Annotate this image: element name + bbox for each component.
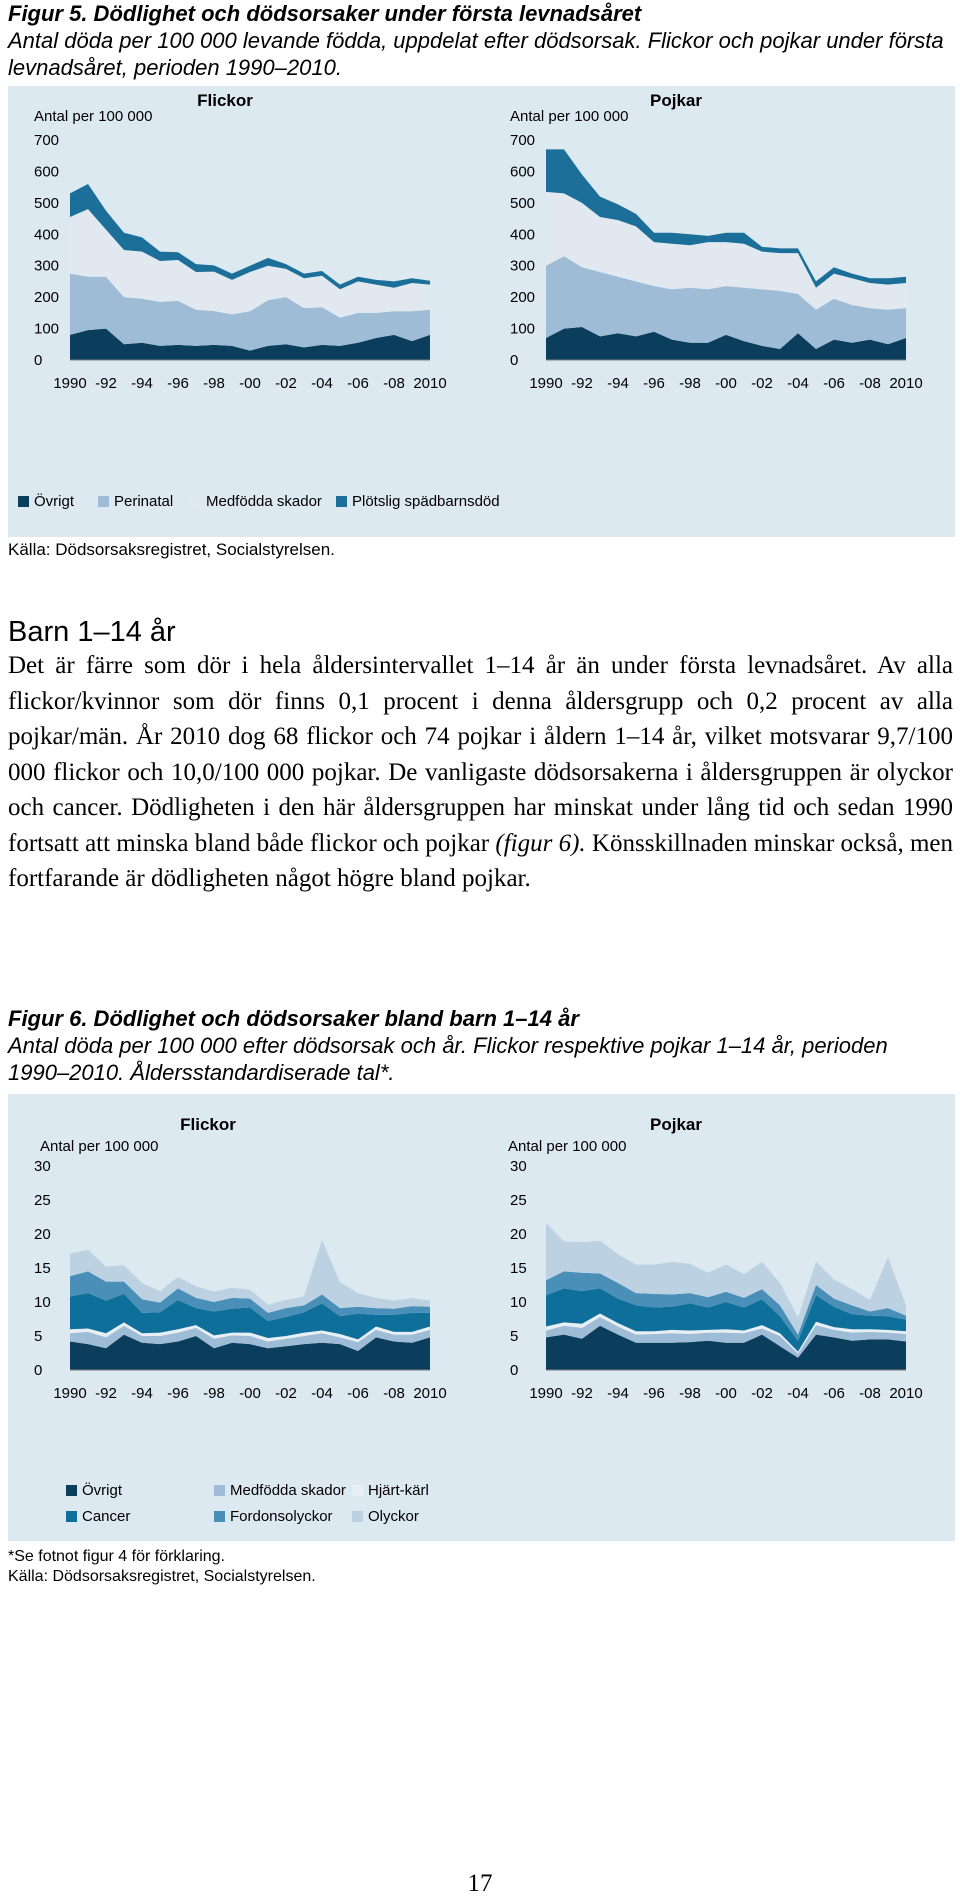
x-tick-label: 2010 xyxy=(413,375,447,392)
x-tick-label: -04 xyxy=(787,1385,809,1402)
legend-item-medfodda-skador: Medfödda skador xyxy=(214,1482,346,1499)
legend-swatch xyxy=(214,1485,225,1496)
legend-swatch xyxy=(66,1511,77,1522)
chart-flickor-children xyxy=(20,1098,480,1478)
y-tick-label: 10 xyxy=(510,1294,527,1311)
x-tick-label: -06 xyxy=(823,375,845,392)
chart-pojkar-children xyxy=(496,1098,956,1478)
x-tick-label: 1990 xyxy=(529,375,563,392)
x-tick-label: -02 xyxy=(751,1385,773,1402)
legend-item-fordonsolyckor: Fordonsolyckor xyxy=(214,1508,333,1525)
x-tick-label: -04 xyxy=(311,1385,333,1402)
y-tick-label: 200 xyxy=(510,289,536,307)
legend-item-perinatal: Perinatal xyxy=(98,493,173,510)
x-tick-label: -00 xyxy=(715,1385,737,1402)
legend-swatch xyxy=(18,496,29,507)
y-tick-label: 400 xyxy=(510,226,536,244)
figure-6-footnote: *Se fotnot figur 4 för förklaring. xyxy=(8,1548,225,1565)
x-tick-label: -92 xyxy=(95,1385,117,1402)
x-tick-label: -00 xyxy=(239,375,261,392)
legend-item-plotslig-spadbarnsdod: Plötslig spädbarnsdöd xyxy=(336,493,500,510)
y-tick-label: 5 xyxy=(510,1328,519,1345)
chart-title: Pojkar xyxy=(650,1115,702,1134)
legend-swatch xyxy=(98,496,109,507)
x-tick-label: -02 xyxy=(751,375,773,392)
x-tick-label: -98 xyxy=(679,1385,701,1402)
figure-6-subtitle: Antal döda per 100 000 efter dödsorsak och år. Flickor respektive pojkar 1–14 år, perioden 1990–2010. Åldersstandardiserade tal*. xyxy=(8,1033,888,1085)
x-tick-label: -02 xyxy=(275,1385,297,1402)
y-tick-label: 30 xyxy=(510,1158,527,1175)
y-tick-label: 15 xyxy=(34,1260,51,1277)
x-tick-label: -06 xyxy=(347,375,369,392)
y-tick-label: 100 xyxy=(510,320,536,338)
figure-5-legend xyxy=(18,493,918,517)
x-tick-label: -04 xyxy=(311,375,333,392)
x-tick-label: -98 xyxy=(679,375,701,392)
y-tick-label: 0 xyxy=(34,1362,43,1379)
y-axis-label: Antal per 100 000 xyxy=(40,1138,159,1155)
x-tick-label: -96 xyxy=(643,375,665,392)
figure-6-source: Källa: Dödsorsaksregistret, Socialstyrelsen. xyxy=(8,1568,316,1585)
y-tick-label: 5 xyxy=(34,1328,43,1345)
section-body xyxy=(8,648,953,897)
legend-item-ovrigt: Övrigt xyxy=(18,493,74,510)
y-tick-label: 300 xyxy=(510,257,536,275)
x-tick-label: -04 xyxy=(787,375,809,392)
y-tick-label: 600 xyxy=(34,163,60,181)
y-tick-label: 0 xyxy=(34,352,43,369)
y-tick-label: 600 xyxy=(510,163,536,181)
y-tick-label: 500 xyxy=(510,194,536,212)
y-tick-label: 100 xyxy=(34,320,60,338)
y-tick-label: 30 xyxy=(34,1158,51,1175)
x-tick-label: -00 xyxy=(715,375,737,392)
y-tick-label: 700 xyxy=(510,132,536,149)
x-tick-label: 1990 xyxy=(53,1385,87,1402)
y-tick-label: 20 xyxy=(510,1226,527,1243)
y-tick-label: 0 xyxy=(510,1362,519,1379)
x-tick-label: -92 xyxy=(571,1385,593,1402)
legend-swatch xyxy=(336,496,347,507)
figure-5-source: Källa: Dödsorsaksregistret, Socialstyrelsen. xyxy=(8,540,335,559)
y-tick-label: 500 xyxy=(34,194,60,212)
x-tick-label: 2010 xyxy=(413,1385,447,1402)
figure-6-legend xyxy=(66,1482,466,1538)
x-tick-label: -02 xyxy=(275,375,297,392)
figure-5-subtitle: Antal döda per 100 000 levande födda, uppdelat efter dödsorsak. Flickor och pojkar under första levnadsåret, perioden 1990–2010. xyxy=(8,28,944,80)
x-tick-label: 1990 xyxy=(529,1385,563,1402)
y-tick-label: 15 xyxy=(510,1260,527,1277)
x-tick-label: -00 xyxy=(239,1385,261,1402)
y-tick-label: 25 xyxy=(34,1192,51,1209)
chart-pojkar-infant xyxy=(496,92,956,480)
section-heading: Barn 1–14 år xyxy=(8,616,176,648)
x-tick-label: -94 xyxy=(131,1385,153,1402)
legend-item-medfodda-skador: Medfödda skador xyxy=(190,493,322,510)
x-tick-label: -92 xyxy=(95,375,117,392)
x-tick-label: -06 xyxy=(347,1385,369,1402)
x-tick-label: 1990 xyxy=(53,375,87,392)
x-tick-label: -08 xyxy=(383,1385,405,1402)
legend-item-cancer: Cancer xyxy=(66,1508,130,1525)
x-tick-label: -08 xyxy=(859,1385,881,1402)
y-tick-label: 200 xyxy=(34,289,60,307)
x-tick-label: -98 xyxy=(203,375,225,392)
chart-title: Pojkar xyxy=(650,92,702,110)
page-number: 17 xyxy=(467,1870,493,1897)
y-tick-label: 700 xyxy=(34,132,60,149)
y-tick-label: 300 xyxy=(34,257,60,275)
y-tick-label: 0 xyxy=(510,352,519,369)
y-tick-label: 400 xyxy=(34,226,60,244)
figure-5-title: Figur 5. Dödlighet och dödsorsaker under första levnadsåret xyxy=(8,1,642,26)
x-tick-label: -96 xyxy=(167,1385,189,1402)
legend-swatch xyxy=(352,1511,363,1522)
chart-title: Flickor xyxy=(197,92,253,110)
x-tick-label: -94 xyxy=(607,1385,629,1402)
legend-swatch xyxy=(214,1511,225,1522)
x-tick-label: -06 xyxy=(823,1385,845,1402)
legend-item-olyckor: Olyckor xyxy=(352,1508,419,1525)
y-tick-label: 25 xyxy=(510,1192,527,1209)
y-axis-label: Antal per 100 000 xyxy=(508,1138,627,1155)
x-tick-label: -92 xyxy=(571,375,593,392)
x-tick-label: -08 xyxy=(859,375,881,392)
figure-6-title: Figur 6. Dödlighet och dödsorsaker bland barn 1–14 år xyxy=(8,1006,579,1031)
x-tick-label: -08 xyxy=(383,375,405,392)
x-tick-label: -94 xyxy=(131,375,153,392)
legend-swatch xyxy=(352,1485,363,1496)
chart-flickor-infant xyxy=(20,92,480,480)
y-axis-label: Antal per 100 000 xyxy=(510,108,629,125)
legend-item-hjart-karl: Hjärt-kärl xyxy=(352,1482,429,1499)
legend-item-ovrigt: Övrigt xyxy=(66,1482,122,1499)
y-tick-label: 10 xyxy=(34,1294,51,1311)
y-axis-label: Antal per 100 000 xyxy=(34,108,153,125)
x-tick-label: -96 xyxy=(643,1385,665,1402)
legend-swatch xyxy=(190,496,201,507)
x-tick-label: 2010 xyxy=(889,1385,923,1402)
y-tick-label: 20 xyxy=(34,1226,51,1243)
x-tick-label: -94 xyxy=(607,375,629,392)
chart-title: Flickor xyxy=(180,1115,236,1134)
x-tick-label: -96 xyxy=(167,375,189,392)
x-tick-label: 2010 xyxy=(889,375,923,392)
x-tick-label: -98 xyxy=(203,1385,225,1402)
legend-swatch xyxy=(66,1485,77,1496)
section-paragraph: Det är färre som dör i hela åldersintervallet 1–14 år än under första levnadsåret. Av alla flickor/kvinnor som dör finns 0,1 procent i denna åldersgrupp och 0,2 procent av alla pojkar/män. År 2010 dog 68 flickor och 74 pojkar i åldern 1–14 år, vilket motsvarar 9,7/100 000 flickor och 10,0/100 000 pojkar. De vanligaste dödsorsakerna i åldersgruppen är olyckor och cancer. Dödligheten i den här åldersgruppen har minskat under lång tid och sedan 1990 fortsatt att minska bland både flickor och pojkar (figur 6). Könsskillnaden minskar också, men fortfarande är dödligheten något högre bland pojkar. xyxy=(8,652,953,892)
